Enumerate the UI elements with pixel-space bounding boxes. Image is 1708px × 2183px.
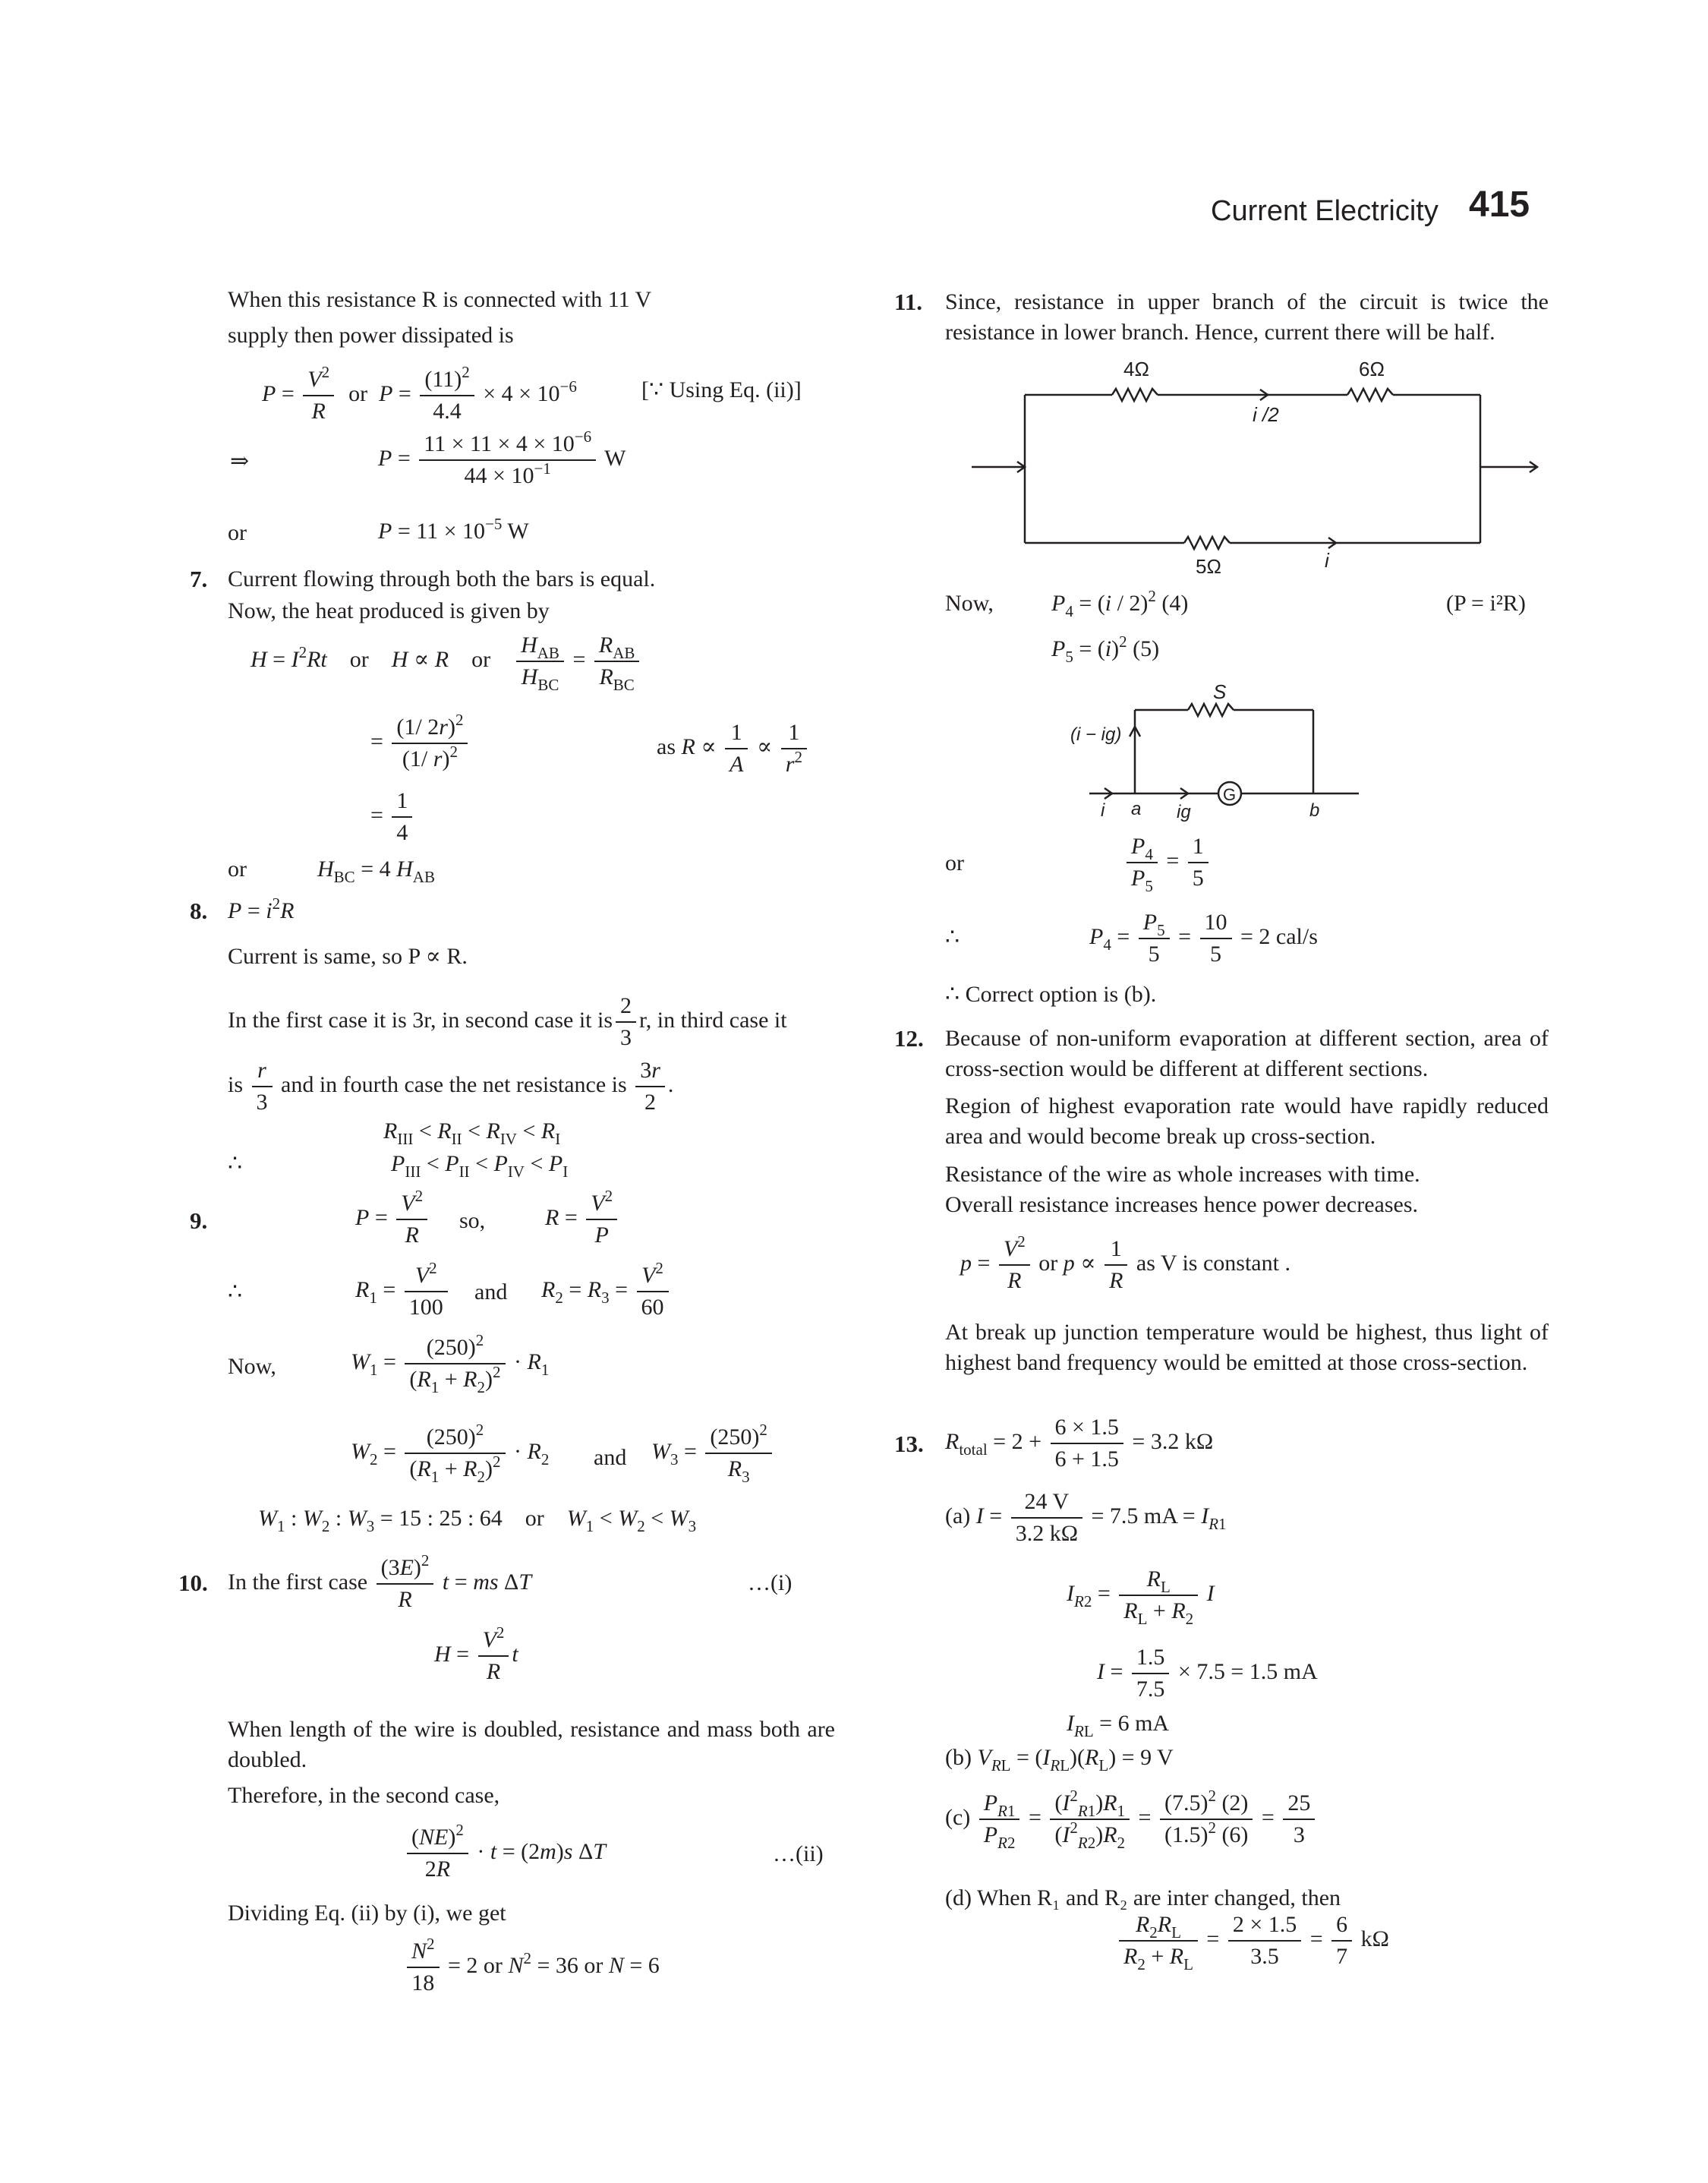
current-label: i xyxy=(1325,549,1329,572)
now-label-right: Now, xyxy=(945,591,994,616)
q10-equation-3: $\frac{N^2}{18}$ = 2 or $N^2 = 36$ or N = 6 xyxy=(404,1936,660,1998)
equation-ratio-1: = $\frac{(1/ 2r)^2}{(1/ r)^2}$ xyxy=(370,712,471,774)
q10-equation-2: $\frac{(NE)^2}{2R}$ · t = (2m)s ΔT xyxy=(404,1822,606,1885)
q7-line-2: Now, the heat produced is given by xyxy=(228,598,550,623)
equation-p-i2r: $P = i^2R$ xyxy=(228,894,295,923)
q12-paragraph-3b: Overall resistance increases hence power decreases. xyxy=(945,1192,1418,1217)
equation-r-order: $R_{III} < R_{II} < R_{IV} < R_I$ xyxy=(383,1118,561,1148)
and-label: and xyxy=(474,1279,508,1304)
or-label-2: or xyxy=(228,856,247,882)
parallel-resistor-circuit xyxy=(964,353,1556,573)
shunt-label: S xyxy=(1213,680,1227,703)
resistor-6-label: 6Ω xyxy=(1359,358,1385,380)
question-8-number: 8. xyxy=(190,897,208,924)
equation-irl: $I_{RL} = 6$ mA xyxy=(1067,1711,1170,1740)
implies-symbol: ⇒ xyxy=(230,449,250,474)
intro-line-1: When this resistance R is connected with 11 V xyxy=(228,287,652,312)
q12-paragraph-4: At break up junction temperature would be highest, thus light of highest band frequency would be emitted at those cross-section. xyxy=(945,1320,1549,1375)
question-7-number: 7. xyxy=(190,566,208,592)
equation-power-proportional: p = $\frac{V^2}{R}$ or p ∝ $\frac{1}{R}$ as V is constant . xyxy=(960,1232,1290,1293)
equation-ratio-2: = $\frac{1}{4}$ xyxy=(370,786,415,848)
equation-13b: (b) $V_{RL} = (I_{RL})(R_L) = 9$ V xyxy=(945,1745,1174,1774)
node-a-label: a xyxy=(1131,799,1142,819)
current-i-label: i xyxy=(1101,800,1105,821)
q8-line-3b: and in fourth case the net resistance is xyxy=(281,1071,627,1097)
q8-line-2a: In the first case it is 3r, in second case it is xyxy=(228,1007,613,1033)
equation-p-order: $P_{III} < P_{II} < P_{IV} < P_I$ xyxy=(391,1151,569,1181)
equation-i-value: I = $\frac{1.5}{7.5}$ × 7.5 = 1.5 mA xyxy=(1097,1642,1318,1705)
equation-power-3: $P = 11 \times 10^{-5}$ W xyxy=(378,515,529,544)
q13-d-text: (d) When R₁ and R₂ are inter changed, then xyxy=(945,1885,1341,1910)
q10-second-case: Therefore, in the second case, xyxy=(228,1783,500,1808)
q8-line-2b: r, in third case it xyxy=(639,1007,787,1033)
equation-r1: $R_1$ = $\frac{V^2}{100}$ xyxy=(355,1260,451,1323)
now-label: Now, xyxy=(228,1354,276,1379)
equation-power-2: P = $\frac{11 \times 11 \times 4 \times 10^{-6}}{44 \times 10^{-1}}$ W xyxy=(378,427,626,488)
therefore-symbol-2: ∴ xyxy=(228,1279,243,1304)
equation-13c: (c) $\frac{P_{R1}}{P_{R2}}$ = $\frac{(I^2_{R1})R_1}{(I^2_{R2})R_2}$ = $\frac{(7.5)^2 (2)}{(1.5)^2 (6)}$ = $\frac{25}{3}$ xyxy=(945,1788,1318,1850)
equation-p4-p5-ratio: $\frac{P_4}{P_5}$ = $\frac{1}{5}$ xyxy=(1123,831,1212,894)
current-half-label: i /2 xyxy=(1253,403,1279,426)
equation-hbc: $H_{BC} = 4$ $H_{AB}$ xyxy=(317,856,435,886)
q12-paragraph-3a: Resistance of the wire as whole increases with time. xyxy=(945,1162,1420,1187)
resistor-4-label: 4Ω xyxy=(1123,358,1149,380)
q8-line-3a: is xyxy=(228,1071,244,1097)
question-13-number: 13. xyxy=(894,1431,924,1457)
current-ig-label: ig xyxy=(1177,802,1191,822)
equation-13d: $\frac{R_2R_L}{R_2 + R_L}$ = $\frac{2 \times 1.5}{3.5}$ = $\frac{6}{7}$ kΩ xyxy=(1116,1910,1389,1972)
q12-paragraph-2: Region of highest evaporation rate would have rapidly reduced area and would become break up cross-section. xyxy=(945,1093,1549,1149)
therefore-right: ∴ xyxy=(945,925,960,950)
page-title: Current Electricity xyxy=(1211,195,1439,227)
question-11-number: 11. xyxy=(894,289,923,315)
node-b-label: b xyxy=(1309,800,1320,821)
galvanometer-label: G xyxy=(1223,785,1237,804)
equation-p4: $P_4 = (i / 2)^2$ (4) xyxy=(1051,587,1189,620)
using-eq-note: [∵ Using Eq. (ii)] xyxy=(641,377,802,402)
q10-equation-1: In the first case $\frac{(3E)^2}{R}$ t = ms ΔT xyxy=(228,1551,532,1612)
therefore-symbol: ∴ xyxy=(228,1151,243,1176)
question-12-number: 12. xyxy=(894,1025,924,1052)
q10-tag-1: …(i) xyxy=(748,1570,793,1595)
and-label-2: and xyxy=(594,1445,627,1470)
q8-line-2: In the first case it is 3r, in second case it is $\frac{2}{3}$ r, in third case it xyxy=(228,991,787,1053)
resistor-5-label: 5Ω xyxy=(1196,555,1221,573)
q10-paragraph: When length of the wire is doubled, resistance and mass both are doubled. xyxy=(228,1717,835,1772)
equation-w-ratio: $W_1$ : $W_2$ : $W_3 = 15$ : 25 : 64 or $W_1 < W_2 < W_3$ xyxy=(258,1506,697,1535)
question-9-number: 9. xyxy=(190,1207,208,1234)
equation-13a: (a) I = $\frac{24 V}{3.2 k\Omega}$ = 7.5 mA = $I_{R1}$ xyxy=(945,1487,1227,1549)
question-10-number: 10. xyxy=(178,1569,208,1596)
q8-line-3: is $\frac{r}{3}$ and in fourth case the net resistance is $\frac{3r}{2}$ . xyxy=(228,1055,673,1118)
equation-power-v2r: P = $\frac{V^2}{R}$ xyxy=(355,1188,430,1251)
equation-w3: $W_3$ = $\frac{(250)^2}{R_3}$ xyxy=(651,1422,775,1484)
equation-proportional: as R ∝ $\frac{1}{A}$ ∝ $\frac{1}{r^2}$ xyxy=(657,718,810,780)
equation-r-v2p: R = $\frac{V^2}{P}$ xyxy=(545,1188,620,1251)
equation-w1: $W_1$ = $\frac{(250)^2}{(R_1 + R_2)^2}$ · $R_1$ xyxy=(351,1331,550,1396)
equation-r-total: $R_{total} = 2$ + $\frac{6 \times 1.5}{6 + 1.5}$ = 3.2 kΩ xyxy=(945,1412,1213,1475)
equation-heat: $H = I^2Rt$ or H ∝ R or $\frac{H_{AB}}{H_{BC}}$ = $\frac{R_{AB}}{R_{BC}}$ xyxy=(251,630,642,692)
current-difference-label: (i − ig) xyxy=(1070,724,1122,745)
intro-line-2: supply then power dissipated is xyxy=(228,323,514,348)
q10-line-1: In the first case xyxy=(228,1569,368,1595)
equation-r2-r3: $R_2 = R_3$ = $\frac{V^2}{60}$ xyxy=(541,1260,672,1323)
so-label: so, xyxy=(459,1208,486,1233)
page-number: 415 xyxy=(1469,185,1530,225)
q11-text: Since, resistance in upper branch of the circuit is twice the resistance in lower branch. Hence, current there will be half. xyxy=(945,289,1549,345)
equation-h: H = $\frac{V^2}{R}$ t xyxy=(434,1623,518,1684)
equation-w2: $W_2$ = $\frac{(250)^2}{(R_1 + R_2)^2}$ · $R_2$ xyxy=(351,1421,550,1486)
q12-const-note: as V is constant . xyxy=(1136,1250,1290,1276)
q7-line-1: Current flowing through both the bars is equal. xyxy=(228,566,656,591)
or-label-right: or xyxy=(945,850,964,875)
q10-tag-2: …(ii) xyxy=(773,1841,824,1866)
or-label: or xyxy=(228,520,247,545)
q12-paragraph-1: Because of non-uniform evaporation at different section, area of cross-section would be different at different sections. xyxy=(945,1026,1549,1081)
equation-power-1: P = $\frac{V^2}{R}$ or P = $\frac{(11)^2}{4.4}$ × $4 \times 10^{-6}$ xyxy=(262,363,577,424)
p-definition: (P = i²R) xyxy=(1446,591,1526,616)
q10-dividing: Dividing Eq. (ii) by (i), we get xyxy=(228,1901,506,1926)
galvanometer-shunt-circuit xyxy=(1055,680,1374,828)
q8-line-1: Current is same, so P ∝ R. xyxy=(228,944,468,969)
equation-ir2: $I_{R2}$ = $\frac{R_L}{R_L + R_2}$ I xyxy=(1067,1564,1215,1626)
equation-p4-value: $P_4$ = $\frac{P_5}{5}$ = $\frac{10}{5}$ = 2 cal/s xyxy=(1089,907,1318,970)
correct-option: ∴ Correct option is (b). xyxy=(945,982,1157,1007)
equation-p5: $P_5 = (i)^2$ (5) xyxy=(1051,633,1160,666)
